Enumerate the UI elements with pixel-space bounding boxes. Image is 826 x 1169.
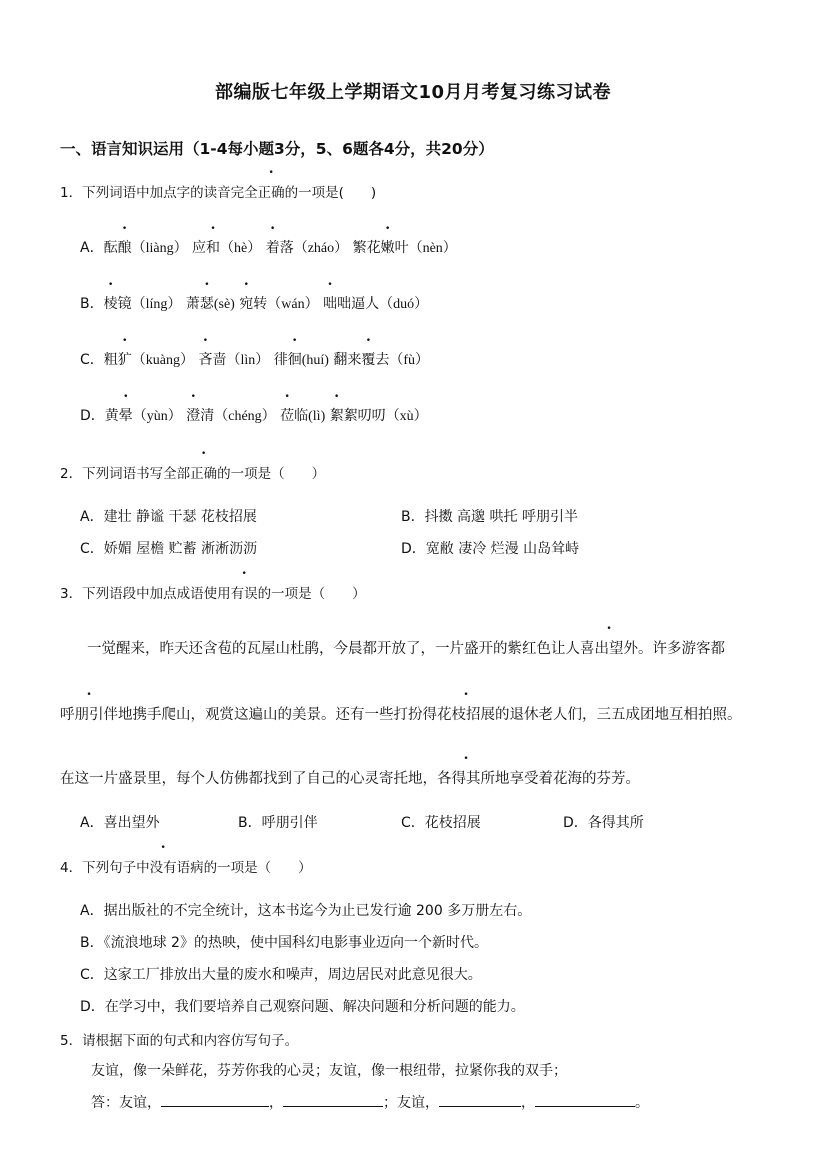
word-part: 萧 xyxy=(185,296,200,312)
dotted-char: 宛 xyxy=(239,296,254,312)
dotted-idiom: 各得其所 xyxy=(437,771,495,787)
punct: ， xyxy=(521,1095,535,1111)
q4-stem-dot: 没有 xyxy=(149,860,177,876)
q2-stem-pre: 2．下列词语书写全部 xyxy=(60,466,191,482)
q1-option-a xyxy=(80,237,457,257)
pinyin: (huí) xyxy=(301,353,329,368)
pinyin: （wán） xyxy=(267,297,319,312)
option-letter: A． xyxy=(80,240,104,256)
pinyin: （chéng） xyxy=(214,409,276,424)
dotted-idiom: 呼朋引伴 xyxy=(60,707,118,723)
question-4-stem xyxy=(60,856,312,876)
option-letter: B． xyxy=(80,296,104,312)
answer-prefix: 答：友谊， xyxy=(91,1095,161,1111)
q2-option-c: C．娇媚 屋檐 贮蓄 淅淅沥沥 xyxy=(80,541,258,557)
punct: ；友谊， xyxy=(383,1095,439,1111)
q4-option-d: D．在学习中，我们要培养自己观察问题、解决问题和分析问题的能力。 xyxy=(80,999,525,1015)
pinyin: （líng） xyxy=(131,297,182,312)
word-part: 黄 xyxy=(104,408,119,424)
word-part: 咄逼人 xyxy=(337,296,380,312)
pinyin: （nèn） xyxy=(408,241,457,256)
dotted-char: 瑟 xyxy=(199,296,214,312)
q1-stem-pre: 1．下列词语中加点字的读音完全 xyxy=(60,185,258,201)
pinyin: (sè) xyxy=(213,297,235,312)
q2-option-b: B．抖擞 高邈 哄托 呼朋引半 xyxy=(401,509,578,525)
q1-option-d xyxy=(80,405,428,425)
q3-stem-dot: 有误 xyxy=(230,586,258,602)
dotted-char: 絮 xyxy=(329,408,344,424)
word-part: 清 xyxy=(200,408,215,424)
q1-stem-dot: 正确 xyxy=(257,185,285,201)
pinyin: （lìn） xyxy=(226,353,270,368)
passage-text: 地携手爬山，观赏这遍山的美景。还有一些打扮得 xyxy=(118,707,437,723)
pinyin: （zháo） xyxy=(293,241,349,256)
q3-passage-line-1 xyxy=(87,637,725,658)
question-1-stem xyxy=(60,181,376,201)
word-part: 转 xyxy=(253,296,268,312)
option-letter: D． xyxy=(80,408,105,424)
word-part: 繁花 xyxy=(352,240,381,256)
q2-option-d: D．宽敝 凄冷 烂漫 山岛耸峙 xyxy=(401,541,580,557)
dotted-char: 和 xyxy=(206,240,221,256)
question-3-stem xyxy=(60,582,366,602)
question-5-stem: 5．请根据下面的句式和内容仿写句子。 xyxy=(60,1033,299,1049)
dotted-char: 酿 xyxy=(117,240,132,256)
q4-stem-post: 语病的一项是（ ） xyxy=(176,860,312,876)
dotted-idiom: 喜出望外 xyxy=(580,641,638,657)
q5-answer-line xyxy=(91,1092,649,1112)
punct: 。 xyxy=(635,1095,649,1111)
dotted-char: 着 xyxy=(265,240,280,256)
pinyin: （hè） xyxy=(220,241,262,256)
q4-option-b: B．《流浪地球 2》的热映，使中国科幻电影事业迈向一个新时代。 xyxy=(80,935,488,951)
dotted-char: 咄 xyxy=(323,296,338,312)
dotted-idiom: 花枝招展 xyxy=(437,707,495,723)
answer-blank-3[interactable] xyxy=(439,1092,521,1107)
dotted-char: 澄 xyxy=(186,408,201,424)
word-part: 翻来 xyxy=(333,352,362,368)
passage-text: 一觉醒来，昨天还含苞的瓦屋山杜鹃，今晨都开放了，一片盛开的紫红色让人 xyxy=(87,641,580,657)
q2-option-a: A．建壮 静谧 干瑟 花枝招展 xyxy=(80,509,257,525)
q5-example: 友谊，像一朵鲜花，芬芳你我的心灵；友谊，像一根纽带，拉紧你我的双手； xyxy=(91,1063,567,1079)
q4-stem-pre: 4．下列句子中 xyxy=(60,860,150,876)
passage-text: 地享受着花海的芬芳。 xyxy=(495,771,640,787)
word-part: 镜 xyxy=(117,296,132,312)
pinyin: （liàng） xyxy=(131,241,188,256)
question-2-stem xyxy=(60,462,325,482)
word-part: 临 xyxy=(294,408,309,424)
pinyin: （fù） xyxy=(389,353,430,368)
q1-option-b xyxy=(80,293,428,313)
answer-blank-1[interactable] xyxy=(161,1092,269,1107)
pinyin: （xù） xyxy=(385,409,428,424)
dotted-char: 嫩 xyxy=(380,240,395,256)
word-part: 应 xyxy=(192,240,207,256)
pinyin: （yùn） xyxy=(132,409,182,424)
q2-stem-dot: 正确 xyxy=(190,466,218,482)
punct: ， xyxy=(269,1095,283,1111)
section-heading: 一、语言知识运用（1-4每小题3分，5、6题各4分，共20分） xyxy=(60,140,494,158)
word-part: 去 xyxy=(375,352,390,368)
word-part: 落 xyxy=(279,240,294,256)
option-letter: C． xyxy=(80,352,104,368)
word-part: 啬 xyxy=(212,352,227,368)
q3-option-a: A．喜出望外 xyxy=(80,815,160,831)
passage-text: 。许多游客都 xyxy=(638,641,725,657)
word-part: 酝 xyxy=(103,240,118,256)
answer-blank-4[interactable] xyxy=(535,1092,635,1107)
dotted-char: 棱 xyxy=(103,296,118,312)
q2-stem-post: 的一项是（ ） xyxy=(217,466,326,482)
page-title: 部编版七年级上学期语文10月月考复习练习试卷 xyxy=(214,82,612,103)
passage-text: 在这一片盛景里，每个人仿佛都找到了自己的心灵寄托地， xyxy=(60,771,437,787)
dotted-char: 覆 xyxy=(361,352,376,368)
pinyin: (lì) xyxy=(308,409,326,424)
q3-option-b: B．呼朋引伴 xyxy=(238,815,318,831)
dotted-char: 吝 xyxy=(198,352,213,368)
word-part: 徘 xyxy=(273,352,288,368)
q1-stem-post: 的一项是( ) xyxy=(284,185,377,201)
dotted-char: 犷 xyxy=(117,352,132,368)
q4-option-a: A．据出版社的不完全统计，这本书迄今为止已发行逾 200 多万册左右。 xyxy=(80,903,532,919)
answer-blank-2[interactable] xyxy=(283,1092,383,1107)
dotted-char: 晕 xyxy=(118,408,133,424)
q4-option-c: C．这家工厂排放出大量的废水和噪声，周边居民对此意见很大。 xyxy=(80,967,482,983)
q3-option-c: C．花枝招展 xyxy=(401,815,481,831)
q3-option-d: D．各得其所 xyxy=(563,815,644,831)
q3-stem-post: 的一项是（ ） xyxy=(257,586,366,602)
q3-passage-line-3 xyxy=(60,767,640,788)
passage-text: 的退休老人们，三五成团地互相拍照。 xyxy=(495,707,742,723)
dotted-char: 莅 xyxy=(280,408,295,424)
word-part: 叶 xyxy=(394,240,409,256)
word-part: 絮叨叨 xyxy=(343,408,386,424)
dotted-char: 徊 xyxy=(287,352,302,368)
pinyin: （kuàng） xyxy=(131,353,194,368)
q3-passage-line-2 xyxy=(60,703,742,724)
q3-stem-pre: 3．下列语段中加点成语使用 xyxy=(60,586,231,602)
q1-option-c xyxy=(80,349,429,369)
pinyin: （duó） xyxy=(379,297,429,312)
word-part: 粗 xyxy=(103,352,118,368)
